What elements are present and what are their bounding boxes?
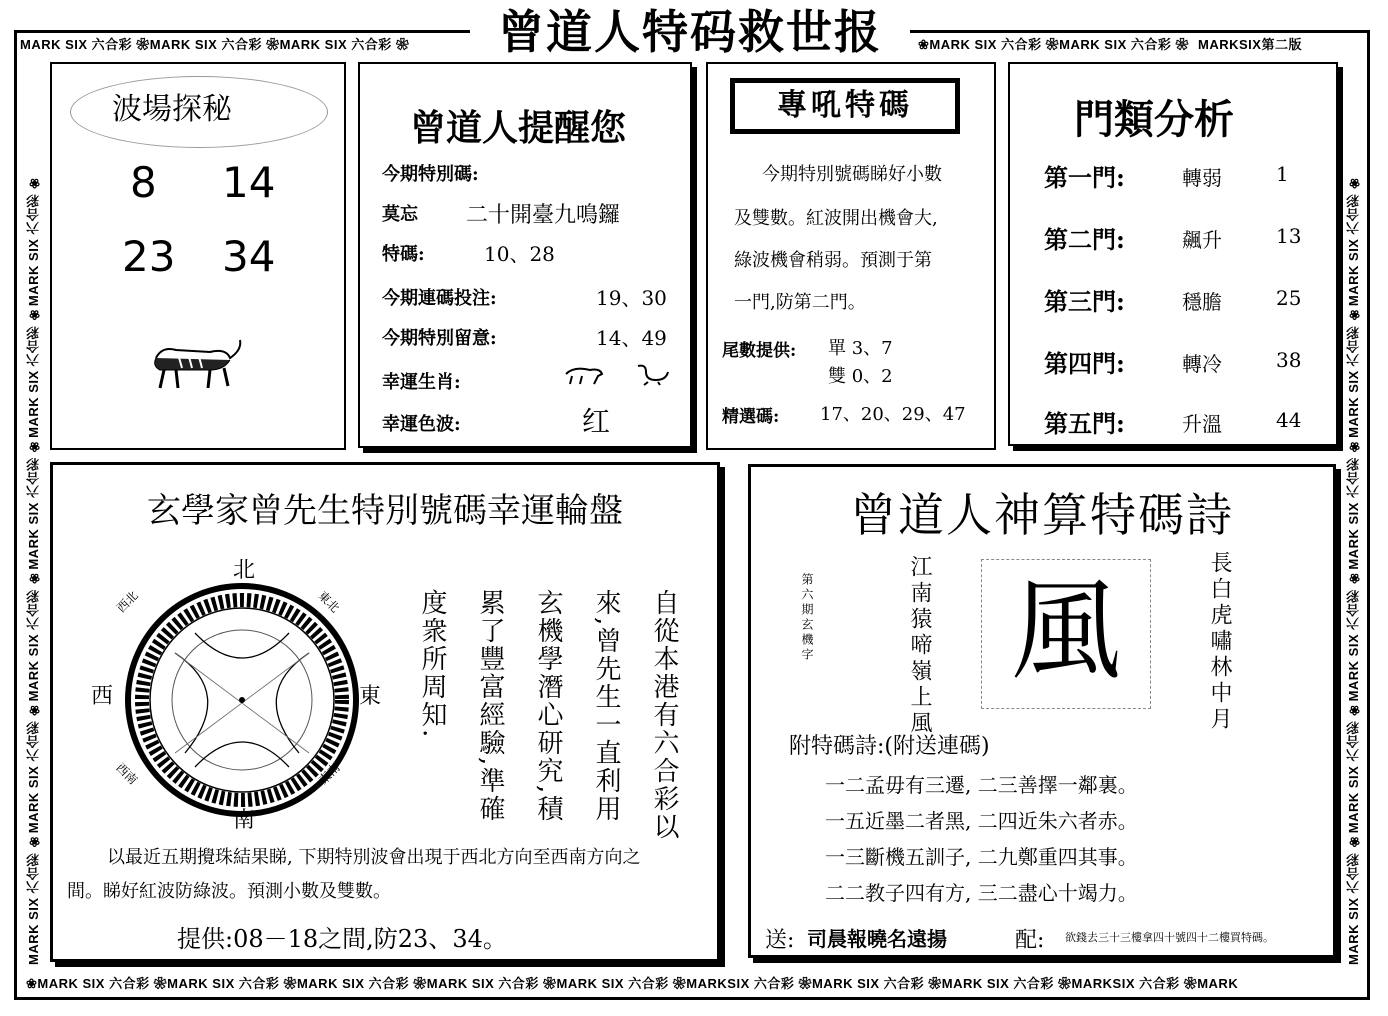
panel-title: 曾道人神算特碼詩: [850, 488, 1234, 542]
panel-reminder: [358, 62, 692, 448]
panel-special-code: [706, 62, 996, 450]
door-label: 第四門:: [1044, 349, 1125, 378]
number-3: 23: [122, 232, 176, 281]
story-column-2: 來,曾先生一直利用: [591, 589, 621, 824]
tail-single: 單 3、7: [828, 338, 893, 359]
number-1: 8: [130, 158, 157, 207]
send-value: 司晨報曉名遠揚: [807, 927, 947, 951]
panel-title: 門類分析: [1074, 97, 1234, 143]
select-label: 精選碼:: [722, 407, 780, 427]
row-label: 莫忘: [382, 204, 418, 225]
lucky-wheel-diagram: [125, 583, 359, 817]
match-label: 配:: [1015, 928, 1045, 953]
row-label: 特碼:: [382, 244, 425, 265]
row-value: 10、28: [484, 242, 555, 266]
number-2: 14: [222, 158, 276, 207]
story-column-5: 度衆所周知.: [417, 589, 447, 740]
border-text-top-right: ❀MARK SIX 六合彩 ❀MARK SIX 六合彩 ❀: [918, 37, 1189, 52]
door-number: 25: [1276, 286, 1302, 310]
clue-line-right: 長白虎嘯林中月: [1207, 551, 1232, 733]
border-text-right: MARK SIX 六合彩 ❀MARK SIX 六合彩 ❀MARK SIX 六合彩 ❀MARK SIX 六合彩 ❀MARK SIX 六合彩 ❀MARK SIX 六合彩 ❀: [1346, 174, 1361, 965]
panel-title: 曾道人提醒您: [410, 108, 627, 149]
panel-title: 專吼特碼: [730, 78, 960, 134]
door-label: 第一門:: [1044, 163, 1125, 192]
direction-northeast: 東北: [315, 588, 343, 616]
door-number: 1: [1276, 162, 1289, 186]
direction-west: 西: [91, 684, 114, 709]
direction-southwest: 西南: [113, 760, 141, 788]
story-column-1: 自從本港有六合彩以: [649, 589, 679, 841]
row-value: 19、30: [596, 286, 667, 310]
door-trend: 飆升: [1182, 228, 1222, 252]
provide-line: 提供:08－18之間,防23、34。: [177, 925, 507, 953]
issue-label: 第六期玄機字: [800, 573, 814, 663]
edition-label: MARKSIX第二版: [1198, 37, 1302, 52]
clue-character: 風: [1011, 567, 1121, 695]
tiger-icon: [148, 336, 248, 398]
door-number: 38: [1276, 348, 1302, 372]
tail-double: 雙 0、2: [828, 366, 893, 387]
tail-label: 尾數提供:: [722, 341, 797, 361]
text-line: 一門,防第二門。: [734, 292, 866, 313]
page-title: 曾道人特码救世报: [470, 4, 910, 60]
panel-lucky-wheel: [50, 462, 720, 962]
row-value: 二十開臺九鳴鑼: [466, 203, 621, 228]
row-value: 红: [582, 405, 611, 438]
select-value: 17、20、29、47: [820, 404, 966, 425]
row-label: 今期特別留意:: [382, 328, 497, 349]
door-trend: 穩膽: [1182, 290, 1222, 314]
panel-wave-secrets: [50, 62, 346, 450]
border-text-bottom: ❀MARK SIX 六合彩 ❀MARK SIX 六合彩 ❀MARK SIX 六合彩 ❀MARK SIX 六合彩 ❀MARK SIX 六合彩 ❀MARKSIX 六合彩 ❀MARK SIX 六合彩 ❀MARK SIX 六合彩 ❀MARKSIX 六合彩 ❀MARK: [26, 976, 1239, 991]
door-label: 第三門:: [1044, 287, 1125, 316]
zodiac-dragon-icon: [634, 362, 670, 386]
door-label: 第五門:: [1044, 409, 1125, 438]
poem-line: 一二孟毋有三遷, 二三善擇一鄰裏。: [825, 773, 1138, 797]
clue-line-left: 江南猿啼嶺上風: [907, 555, 932, 737]
door-number: 13: [1276, 224, 1302, 248]
direction-north: 北: [233, 558, 256, 583]
door-trend: 轉弱: [1182, 166, 1222, 190]
poem-line: 一三斷機五訓子, 二九鄭重四其事。: [825, 845, 1138, 869]
row-label: 今期特別碼:: [382, 164, 479, 185]
direction-northwest: 西北: [113, 588, 141, 616]
panel-door-analysis: [1008, 62, 1338, 446]
text-line: 綠波機會稍弱。預測于第: [734, 250, 932, 271]
description-line-2: 間。睇好紅波防綠波。預測小數及雙數。: [67, 881, 391, 902]
row-label: 幸運色波:: [382, 414, 461, 435]
send-label: 送:: [765, 928, 795, 953]
zodiac-animal-icon: [564, 364, 604, 386]
poem-line: 二二教子四有方, 三二盡心十竭力。: [825, 881, 1138, 905]
door-trend: 轉冷: [1182, 352, 1222, 376]
border-text-top-left: MARK SIX 六合彩 ❀MARK SIX 六合彩 ❀MARK SIX 六合彩 ❀: [20, 37, 410, 52]
panel-title: 波場探秘: [112, 92, 232, 127]
row-label: 幸運生肖:: [382, 372, 461, 393]
panel-poem: [748, 464, 1336, 958]
direction-south: 南: [233, 808, 256, 833]
border-text-left: MARK SIX 六合彩 ❀MARK SIX 六合彩 ❀MARK SIX 六合彩 ❀MARK SIX 六合彩 ❀MARK SIX 六合彩 ❀MARK SIX 六合彩 ❀: [26, 174, 41, 965]
door-number: 44: [1276, 408, 1302, 432]
poem-header: 附特碼詩:(附送連碼): [789, 734, 990, 759]
text-line: 及雙數。紅波開出機會大,: [734, 208, 938, 229]
direction-southeast: 東南: [315, 760, 343, 788]
story-column-4: 累了豐富經驗,準確: [475, 589, 505, 824]
door-label: 第二門:: [1044, 225, 1125, 254]
panel-title: 玄學家曾先生特別號碼幸運輪盤: [147, 491, 623, 531]
match-value: 欲錢去三十三樓拿四十號四十二樓買特碼。: [1065, 931, 1274, 944]
row-value: 14、49: [596, 326, 667, 350]
story-column-3: 玄機學潛心研究,積: [533, 589, 563, 824]
door-trend: 升溫: [1182, 412, 1222, 436]
number-4: 34: [222, 232, 276, 281]
description-line-1: 以最近五期攪珠結果睇, 下期特別波會出現于西北方向至西南方向之: [107, 847, 641, 868]
direction-east: 東: [359, 684, 382, 709]
text-line: 今期特別號碼睇好小數: [762, 164, 942, 185]
poem-line: 一五近墨二者黑, 二四近朱六者赤。: [825, 809, 1138, 833]
row-label: 今期連碼投注:: [382, 288, 497, 309]
